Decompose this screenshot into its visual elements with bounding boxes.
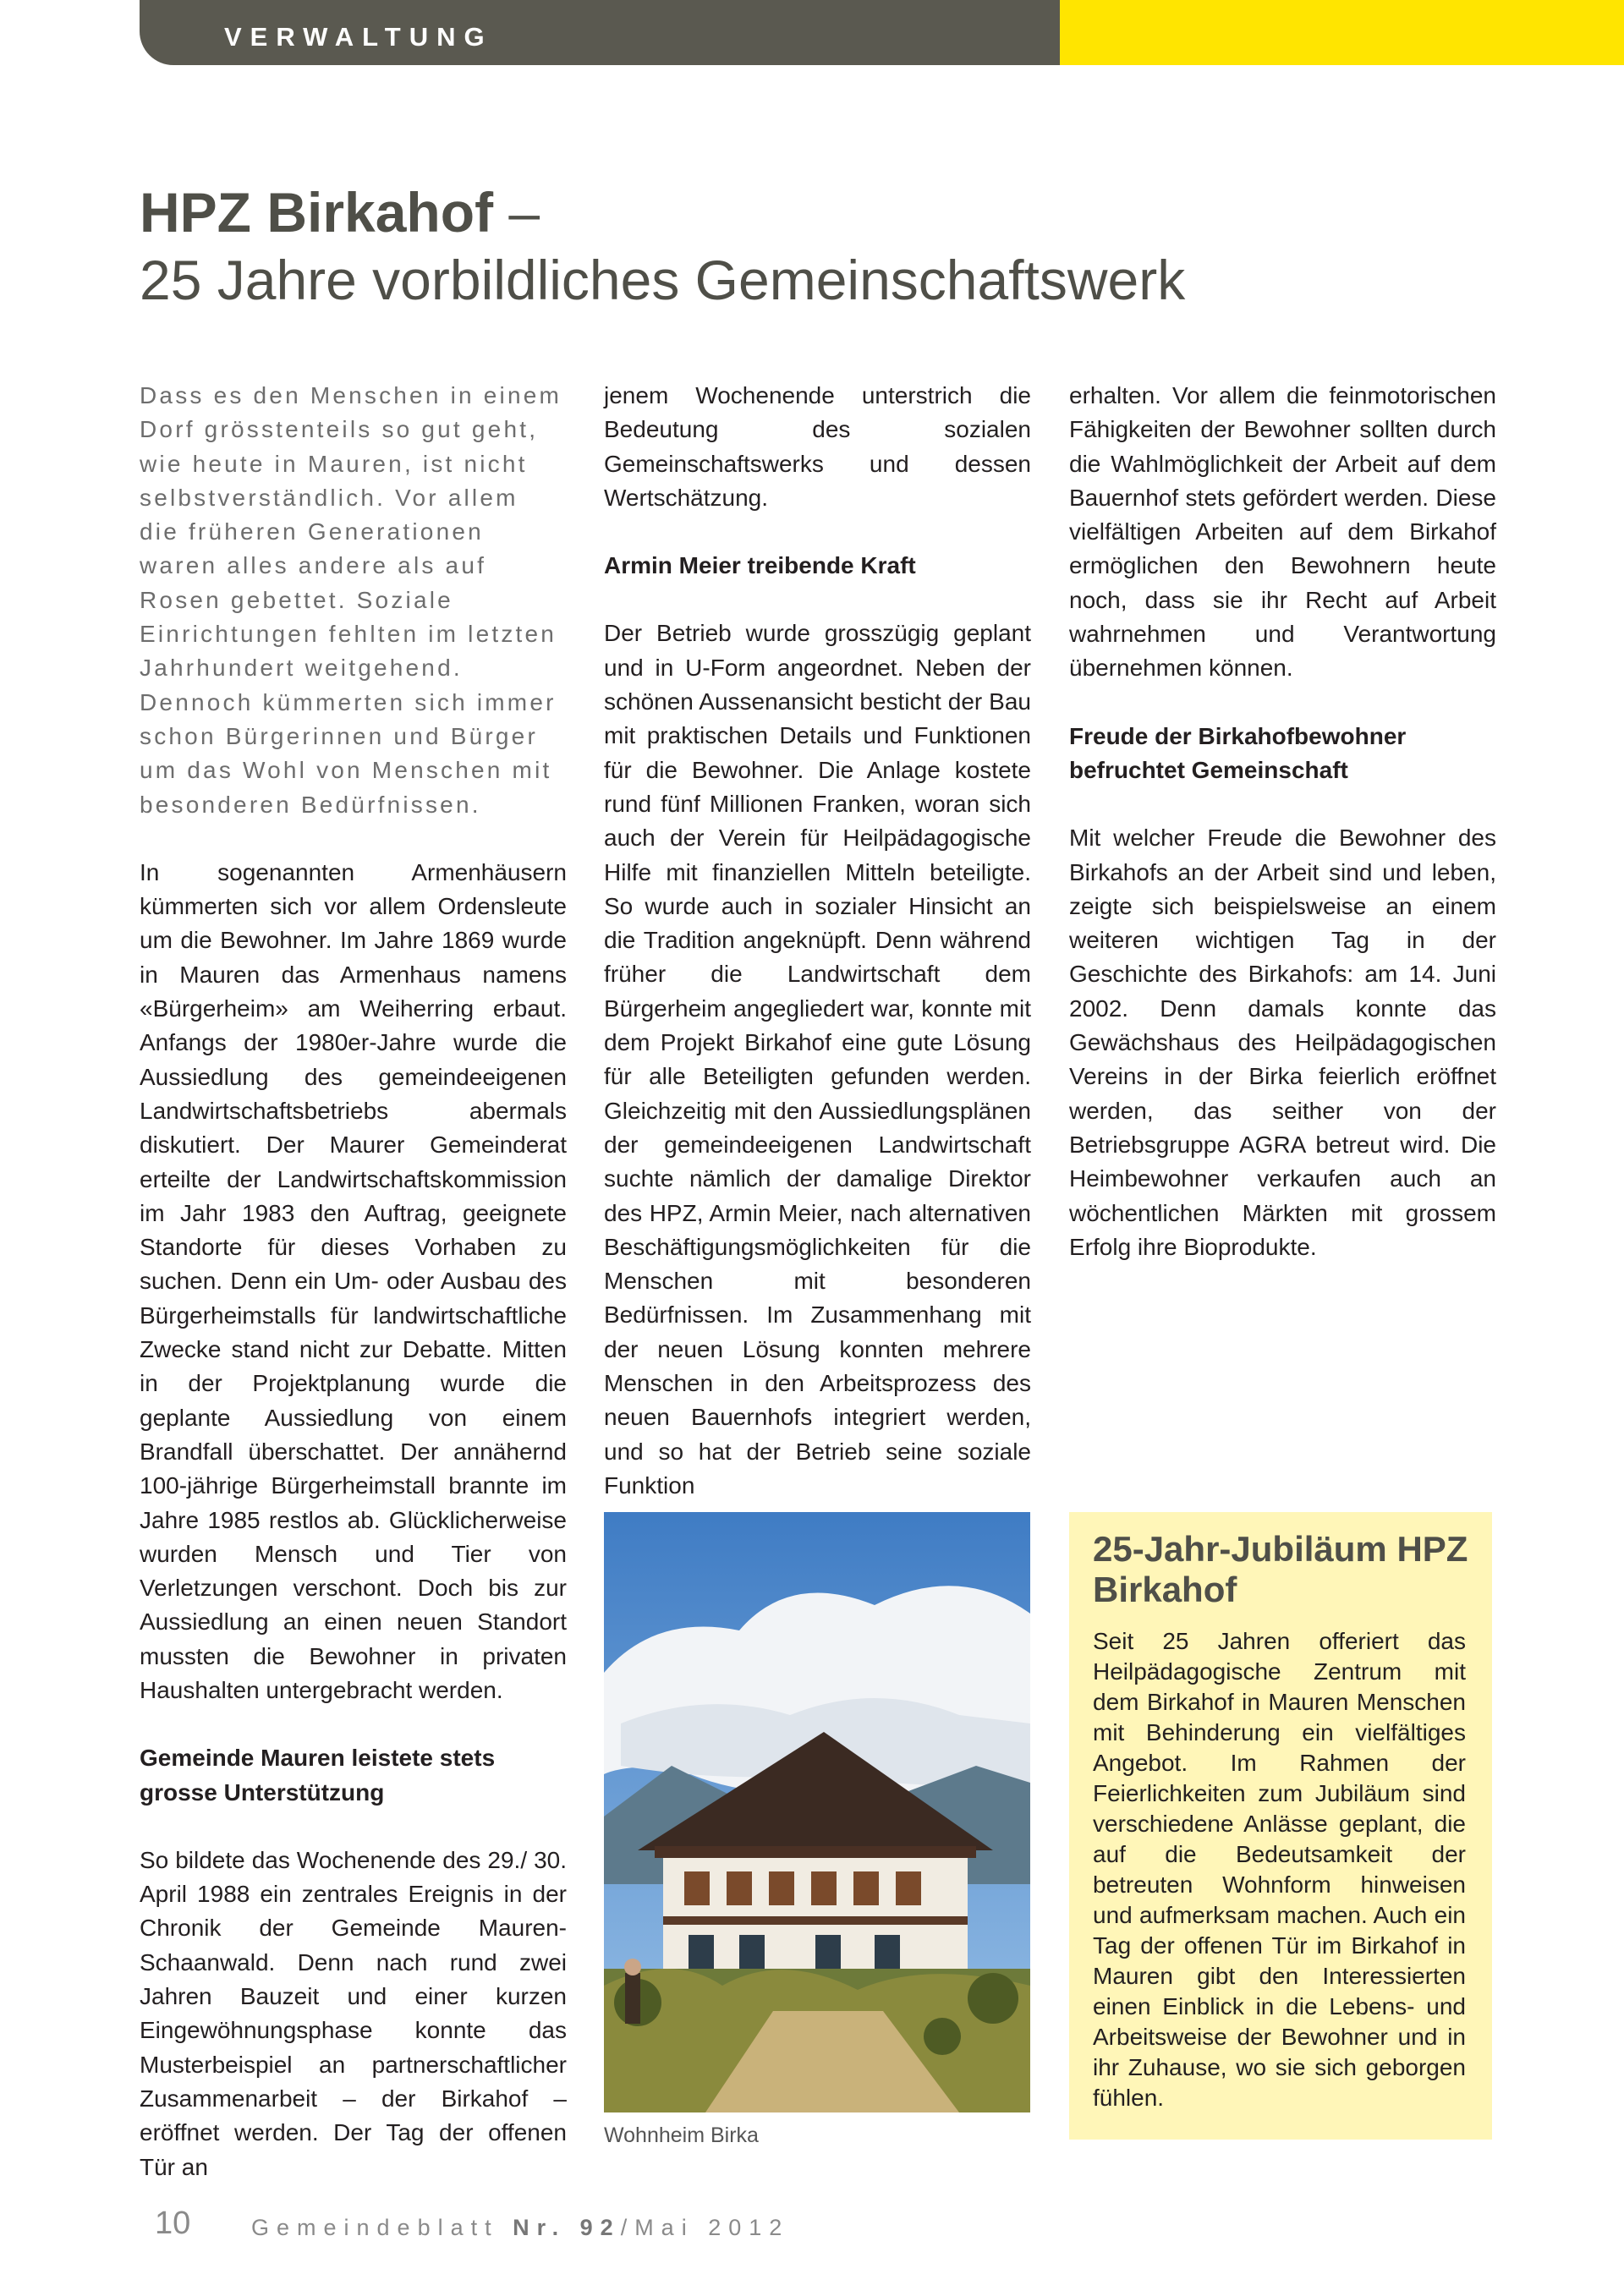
house-illustration — [604, 1512, 1030, 2112]
paragraph: Der Betrieb wurde grosszügig geplant und in U-Form angeordnet. Neben der schönen Aussenansicht besticht der Bau mit praktischen Details und Funktionen für die Bewohner. Die Anlage kostete rund fünf Millionen Franken, woran sich auch der Verein für Heilpädagogische Hilfe mit finanziellen Mitteln beteiligte. So wurde auch in sozialer Hinsicht an die Tradition angeknüpft. Denn während früher die Landwirtschaft dem Bürgerheim angegliedert war, konnte mit dem Projekt Birkahof eine gute Lösung für alle Beteiligten gefunden werden. Gleichzeitig mit den Aussiedlungsplänen der gemeindeeigenen Landwirtschaft suchte nämlich der damalige Direktor des HPZ, Armin Meier, nach alternativen Beschäftigungsmöglichkeiten für die Menschen mit besonderen Bedürfnissen. Im Zusammenhang mit der neuen Lösung konnten mehrere Menschen in den Arbeitsprozess des neuen Bauernhofs integriert werden, und so hat der Betrieb seine soziale Funktion — [604, 620, 1031, 1499]
page-number: 10 — [155, 2206, 191, 2241]
section-heading: Freude der Birkahofbewohner befruchtet Gemeinschaft — [1069, 722, 1407, 783]
paragraph: jenem Wochenende unterstrich die Bedeutung des sozialen Gemeinschaftswerks und dessen Wertschätzung. — [604, 382, 1031, 511]
article-column-2 — [604, 379, 1031, 1503]
house-photo — [604, 1512, 1030, 2112]
section-label: VERWALTUNG — [224, 22, 493, 52]
magazine-date: /Mai 2012 — [620, 2215, 790, 2240]
article-column-3 — [1069, 379, 1496, 1264]
section-heading: Gemeinde Mauren leistete stets grosse Unterstützung — [140, 1745, 496, 1806]
intro-paragraph: Dass es den Menschen in einem Dorf grösstenteils so gut geht, wie heute in Mauren, ist nicht selbstverständlich. Vor allem die früheren Generationen waren alles andere als auf Rosen gebettet. Soziale Einrichtungen fehlten im letzten Jahrhundert weitgehend. Dennoch kümmerten sich immer schon Bürgerinnen und Bürger um das Wohl von Menschen mit besonderen Bedürfnissen. — [140, 382, 562, 818]
section-heading: Armin Meier treibende Kraft — [604, 552, 916, 579]
info-box-text: Seit 25 Jahren offeriert das Heilpädagogische Zentrum mit dem Birkahof in Mauren Menschen mit Behinderung ein vielfältiges Angebot. Im Rahmen der Feierlichkeiten zum Jubiläum sind verschiedene Anlässe geplant, die auf die Bedeutsamkeit der betreuten Wohnform hinweisen und aufmerksam machen. Auch ein Tag der offenen Tür im Birkahof in Mauren gibt den Interessierten einen Einblick in die Lebens- und Arbeitsweise der Bewohner und in ihr Zuhause, wo sie sich geborgen fühlen. — [1093, 1628, 1466, 2111]
article-title-bold: HPZ Birkahof — [140, 181, 494, 244]
paragraph: In sogenannten Armenhäusern kümmerten sich vor allem Ordensleute um die Bewohner. Im Jahre 1869 wurde in Mauren das Armenhaus namens «Bürgerheim» am Weiherring erbaut. Anfangs der 1980er-Jahre wurde die Aussiedlung des gemeindeeigenen Landwirtschaftsbetriebs abermals diskutiert. Der Maurer Gemeinderat erteilte der Landwirtschaftskommission im Jahr 1983 den Auftrag, geeignete Standorte für dieses Vorhaben zu suchen. Denn ein Um- oder Ausbau des Bürgerheimstalls für landwirtschaftliche Zwecke stand nicht zur Debatte. Mitten in der Projektplanung wurde die geplante Aussiedlung von einem Brandfall überschattet. Der annähernd 100-jährige Bürgerheimstall brannte im Jahre 1985 restlos ab. Glücklicherweise wurden Mensch und Tier von Verletzungen verschont. Doch bis zur Aussiedlung an einen neuen Standort mussten die Bewohner in privaten Haushalten untergebracht werden. — [140, 858, 567, 1703]
info-box — [1069, 1512, 1492, 2140]
magazine-footer — [251, 2215, 789, 2241]
magazine-issue: Nr. 92 — [513, 2215, 621, 2240]
info-box-title: 25-Jahr-Jubiläum HPZ Birkahof — [1093, 1529, 1468, 1609]
article-column-1 — [140, 379, 567, 2184]
paragraph: erhalten. Vor allem die feinmotorischen Fähigkeiten der Bewohner sollten durch die Wahlmöglichkeit der Arbeit auf dem Bauernhof stets gefördert werden. Diese vielfältigen Arbeiten auf dem Birkahof ermöglichen den Bewohnern heute noch, dass sie ihr Recht auf Arbeit wahrnehmen und Verantwortung übernehmen können. — [1069, 382, 1496, 682]
section-header-accent — [1060, 0, 1624, 65]
article-subtitle: 25 Jahre vorbildliches Gemeinschaftswerk — [140, 249, 1186, 311]
photo-caption: Wohnheim Birka — [604, 2123, 759, 2147]
article-title — [140, 181, 540, 244]
paragraph: So bildete das Wochenende des 29./ 30. April 1988 ein zentrales Ereignis in der Chronik der Gemeinde Mauren-Schaanwald. Denn nach rund zwei Jahren Bauzeit und einer kurzen Eingewöhnungsphase konnte das Musterbeispiel an partnerschaftlicher Zusammenarbeit – der Birkahof – eröffnet werden. Der Tag der offenen Tür an — [140, 1846, 567, 2180]
article-title-dash: – — [493, 181, 540, 244]
magazine-name: Gemeindeblatt — [251, 2215, 499, 2240]
paragraph: Mit welcher Freude die Bewohner des Birkahofs an der Arbeit sind und leben, zeigte sich beispielsweise an einem weiteren wichtigen Tag in der Geschichte des Birkahofs: am 14. Juni 2002. Denn damals konnte das Gewächshaus des Heilpädagogischen Vereins in der Birka feierlich eröffnet werden, das seither von der Betriebsgruppe AGRA betreut wird. Die Heimbewohner verkaufen auch an wöchentlichen Märkten mit grossem Erfolg ihre Bioprodukte. — [1069, 825, 1496, 1260]
